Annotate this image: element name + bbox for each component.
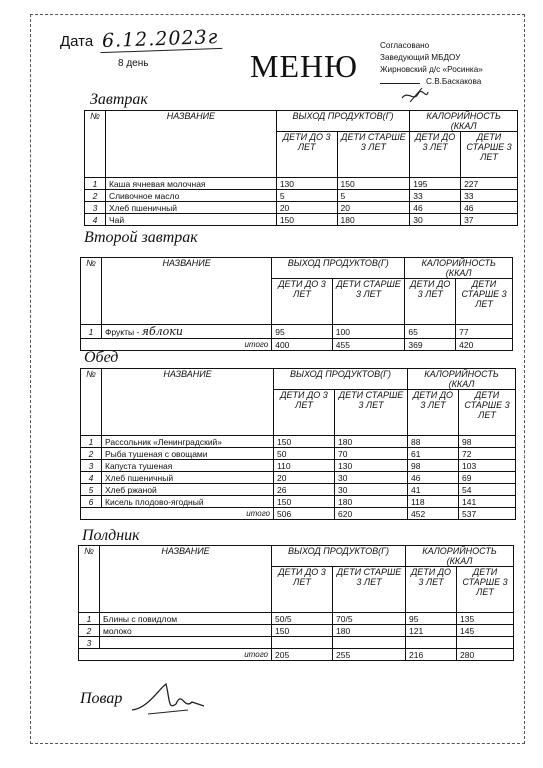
output-over3: 30 xyxy=(335,484,408,496)
page-title: МЕНЮ xyxy=(250,48,358,84)
calories-under3: 95 xyxy=(406,613,457,625)
calories-over3: 54 xyxy=(459,484,516,496)
col-output-header: ВЫХОД ПРОДУКТОВ(Г) xyxy=(276,111,409,132)
approval-line: С.В.Баскакова xyxy=(380,76,483,88)
dish-name: Фрукты - яблоки xyxy=(101,325,271,339)
total-row xyxy=(81,339,513,351)
table-row xyxy=(85,202,518,214)
date-value: 6.12.2023г xyxy=(100,26,223,53)
dish-handwritten-note: яблоки xyxy=(141,325,183,338)
calories-over3: 37 xyxy=(461,214,518,226)
dish-name xyxy=(100,637,272,649)
calories-under3: 88 xyxy=(408,436,459,448)
menu-table-afternoon-snack xyxy=(78,545,514,661)
dish-name: Сливочное масло xyxy=(105,190,276,202)
col-output-header: ВЫХОД ПРОДУКТОВ(Г) xyxy=(272,258,405,279)
dish-name: Хлеб ржаной xyxy=(102,484,274,496)
col-calories-over3-header: ДЕТИ СТАРШЕ 3 ЛЕТ xyxy=(456,279,513,325)
col-output-over3-header: ДЕТИ СТАРШЕ 3 ЛЕТ xyxy=(333,567,406,613)
table-row xyxy=(81,484,516,496)
dish-name: Хлеб пшеничный xyxy=(102,472,274,484)
output-under3: 150 xyxy=(274,436,335,448)
approval-line: Жирновский д/с «Росинка» xyxy=(380,65,483,74)
row-number: 1 xyxy=(81,325,102,339)
output-over3: 150 xyxy=(337,178,410,190)
output-under3: 20 xyxy=(276,202,337,214)
row-number: 5 xyxy=(81,484,102,496)
approval-line: Согласовано xyxy=(380,41,430,50)
total-output-over3: 455 xyxy=(332,339,405,351)
dish-name: Чай xyxy=(105,214,276,226)
output-over3: 130 xyxy=(335,460,408,472)
col-calories-over3-header: ДЕТИ СТАРШЕ 3 ЛЕТ xyxy=(457,567,514,613)
table-row xyxy=(79,625,514,637)
calories-under3: 30 xyxy=(410,214,461,226)
col-output-over3-header: ДЕТИ СТАРШЕ 3 ЛЕТ xyxy=(335,390,408,436)
total-calories-over3: 420 xyxy=(456,339,513,351)
col-calories-over3-header: ДЕТИ СТАРШЕ 3 ЛЕТ xyxy=(459,390,516,436)
total-label: итого xyxy=(79,649,272,661)
col-name-header: НАЗВАНИЕ xyxy=(102,369,274,436)
table-row xyxy=(81,448,516,460)
total-calories-under3: 452 xyxy=(408,508,459,520)
col-calories-header: КАЛОРИЙНОСТЬ (ККАЛ xyxy=(408,369,516,390)
row-number: 3 xyxy=(79,637,100,649)
row-number: 2 xyxy=(79,625,100,637)
row-number: 4 xyxy=(85,214,106,226)
col-calories-under3-header: ДЕТИ ДО 3 ЛЕТ xyxy=(408,390,459,436)
total-output-over3: 255 xyxy=(333,649,406,661)
output-under3: 150 xyxy=(276,214,337,226)
table-row xyxy=(85,214,518,226)
cook-label: Повар xyxy=(80,690,123,707)
output-over3: 70 xyxy=(335,448,408,460)
col-output-under3-header: ДЕТИ ДО 3 ЛЕТ xyxy=(272,279,333,325)
table-row xyxy=(81,472,516,484)
output-under3: 20 xyxy=(274,472,335,484)
table-row xyxy=(81,436,516,448)
calories-over3: 103 xyxy=(459,460,516,472)
approval-line: Заведующий МБДОУ xyxy=(380,53,461,62)
calories-over3: 98 xyxy=(459,436,516,448)
total-output-under3: 205 xyxy=(272,649,333,661)
row-number: 3 xyxy=(85,202,106,214)
calories-under3: 46 xyxy=(410,202,461,214)
output-under3: 150 xyxy=(272,625,333,637)
calories-over3: 145 xyxy=(457,625,514,637)
menu-table-lunch xyxy=(80,368,516,520)
total-calories-over3: 537 xyxy=(459,508,516,520)
col-output-under3-header: ДЕТИ ДО 3 ЛЕТ xyxy=(274,390,335,436)
dish-name: молоко xyxy=(100,625,272,637)
total-label: итого xyxy=(81,339,272,351)
table-row xyxy=(81,325,513,339)
dish-name: Капуста тушеная xyxy=(102,460,274,472)
calories-under3: 33 xyxy=(410,190,461,202)
output-over3: 180 xyxy=(335,436,408,448)
menu-table-second-breakfast xyxy=(80,257,513,351)
calories-over3: 33 xyxy=(461,190,518,202)
calories-under3: 61 xyxy=(408,448,459,460)
calories-over3: 72 xyxy=(459,448,516,460)
output-under3: 110 xyxy=(274,460,335,472)
calories-under3: 98 xyxy=(408,460,459,472)
col-num-header: № xyxy=(85,111,106,178)
col-output-over3-header: ДЕТИ СТАРШЕ 3 ЛЕТ xyxy=(332,279,405,325)
output-under3 xyxy=(272,637,333,649)
col-output-under3-header: ДЕТИ ДО 3 ЛЕТ xyxy=(276,132,337,178)
table-row xyxy=(79,613,514,625)
calories-under3: 41 xyxy=(408,484,459,496)
total-output-under3: 400 xyxy=(272,339,333,351)
output-over3: 5 xyxy=(337,190,410,202)
output-over3 xyxy=(333,637,406,649)
col-calories-header: КАЛОРИЙНОСТЬ (ККАЛ xyxy=(410,111,518,132)
dish-name: Хлеб пшеничный xyxy=(105,202,276,214)
row-number: 3 xyxy=(81,460,102,472)
total-row xyxy=(79,649,514,661)
dish-name: Рыба тушеная с овощами xyxy=(102,448,274,460)
section-title-second-breakfast: Второй завтрак xyxy=(84,229,198,246)
approval-signature-icon xyxy=(400,86,430,106)
col-calories-header: КАЛОРИЙНОСТЬ (ККАЛ xyxy=(405,258,513,279)
total-label: итого xyxy=(81,508,274,520)
calories-over3: 135 xyxy=(457,613,514,625)
col-calories-under3-header: ДЕТИ ДО 3 ЛЕТ xyxy=(410,132,461,178)
day-label: 8 день xyxy=(118,58,149,69)
output-under3: 50 xyxy=(274,448,335,460)
col-calories-under3-header: ДЕТИ ДО 3 ЛЕТ xyxy=(405,279,456,325)
calories-over3 xyxy=(457,637,514,649)
table-row xyxy=(85,190,518,202)
calories-under3 xyxy=(406,637,457,649)
row-number: 2 xyxy=(81,448,102,460)
output-under3: 130 xyxy=(276,178,337,190)
output-over3: 180 xyxy=(333,625,406,637)
calories-under3: 65 xyxy=(405,325,456,339)
output-over3: 180 xyxy=(335,496,408,508)
total-output-under3: 506 xyxy=(274,508,335,520)
col-output-over3-header: ДЕТИ СТАРШЕ 3 ЛЕТ xyxy=(337,132,410,178)
total-calories-over3: 280 xyxy=(457,649,514,661)
col-calories-over3-header: ДЕТИ СТАРШЕ 3 ЛЕТ xyxy=(461,132,518,178)
col-calories-header: КАЛОРИЙНОСТЬ (ККАЛ xyxy=(406,546,514,567)
row-number: 1 xyxy=(79,613,100,625)
col-output-under3-header: ДЕТИ ДО 3 ЛЕТ xyxy=(272,567,333,613)
col-name-header: НАЗВАНИЕ xyxy=(101,258,271,325)
dish-name: Рассольник «Ленинградский» xyxy=(102,436,274,448)
table-row xyxy=(81,496,516,508)
col-output-header: ВЫХОД ПРОДУКТОВ(Г) xyxy=(274,369,408,390)
date-label: Дата xyxy=(60,33,94,50)
total-row xyxy=(81,508,516,520)
calories-under3: 195 xyxy=(410,178,461,190)
dish-name: Блины с повидлом xyxy=(100,613,272,625)
calories-over3: 77 xyxy=(456,325,513,339)
total-output-over3: 620 xyxy=(335,508,408,520)
row-number: 1 xyxy=(85,178,106,190)
output-under3: 95 xyxy=(272,325,333,339)
col-num-header: № xyxy=(81,258,102,325)
calories-under3: 118 xyxy=(408,496,459,508)
calories-over3: 69 xyxy=(459,472,516,484)
output-under3: 26 xyxy=(274,484,335,496)
output-over3: 30 xyxy=(335,472,408,484)
calories-over3: 46 xyxy=(461,202,518,214)
col-name-header: НАЗВАНИЕ xyxy=(100,546,272,613)
row-number: 2 xyxy=(85,190,106,202)
row-number: 4 xyxy=(81,472,102,484)
col-num-header: № xyxy=(79,546,100,613)
calories-over3: 227 xyxy=(461,178,518,190)
table-row xyxy=(81,460,516,472)
output-under3: 5 xyxy=(276,190,337,202)
total-calories-under3: 216 xyxy=(406,649,457,661)
calories-under3: 46 xyxy=(408,472,459,484)
section-title-afternoon-snack: Полдник xyxy=(82,527,140,544)
output-under3: 50/5 xyxy=(272,613,333,625)
calories-under3: 121 xyxy=(406,625,457,637)
col-calories-under3-header: ДЕТИ ДО 3 ЛЕТ xyxy=(406,567,457,613)
row-number: 6 xyxy=(81,496,102,508)
menu-table-breakfast xyxy=(84,110,518,226)
section-title-breakfast: Завтрак xyxy=(90,91,148,108)
row-number: 1 xyxy=(81,436,102,448)
output-under3: 150 xyxy=(274,496,335,508)
col-num-header: № xyxy=(81,369,102,436)
output-over3: 180 xyxy=(337,214,410,226)
calories-over3: 141 xyxy=(459,496,516,508)
approval-block xyxy=(380,40,483,88)
total-calories-under3: 369 xyxy=(405,339,456,351)
table-row xyxy=(79,637,514,649)
output-over3: 70/5 xyxy=(333,613,406,625)
output-over3: 20 xyxy=(337,202,410,214)
dish-name: Каша ячневая молочная xyxy=(105,178,276,190)
table-row xyxy=(85,178,518,190)
dish-name: Кисель плодово-ягодный xyxy=(102,496,274,508)
section-title-lunch: Обед xyxy=(84,349,119,366)
col-name-header: НАЗВАНИЕ xyxy=(105,111,276,178)
cook-signature-icon xyxy=(128,680,208,720)
output-over3: 100 xyxy=(332,325,405,339)
col-output-header: ВЫХОД ПРОДУКТОВ(Г) xyxy=(272,546,406,567)
